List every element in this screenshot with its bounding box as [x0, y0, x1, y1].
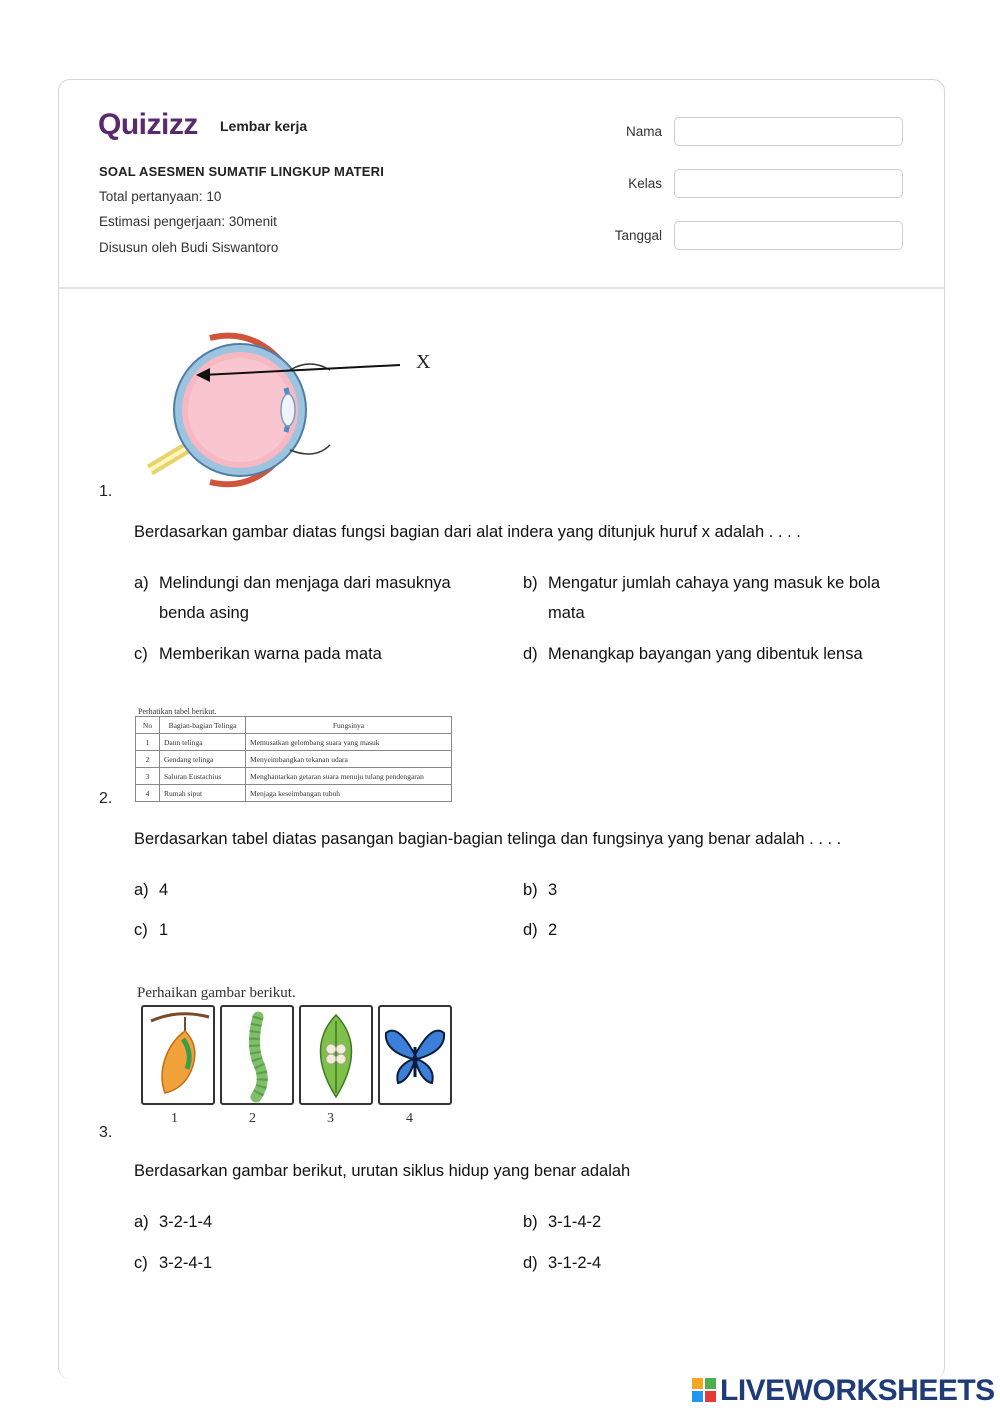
option-letter: a) — [134, 881, 149, 899]
table-cell: Menghantarkan getaran suara menuju tulang pendengaran — [246, 768, 452, 785]
stage-image-4 — [378, 1005, 452, 1105]
option-text: 4 — [159, 881, 169, 899]
q2-table-caption: Perhatikan tabel berikut. — [138, 707, 217, 716]
name-label: Nama — [625, 124, 662, 139]
brand-text: LIVEWORKSHEETS — [720, 1374, 995, 1407]
option-letter: a) — [134, 1213, 149, 1231]
header-divider — [58, 287, 945, 289]
stage-number-2: 2 — [249, 1111, 256, 1126]
quiz-title: SOAL ASESMEN SUMATIF LINGKUP MATERI — [99, 164, 385, 179]
stage-number-4: 4 — [406, 1111, 413, 1126]
quizizz-logo: Quizizz — [98, 108, 198, 141]
stage-number-1: 1 — [171, 1111, 178, 1126]
class-input[interactable] — [674, 169, 903, 198]
table-header: Bagian-bagian Telinga — [160, 717, 246, 734]
option-text: 3-2-1-4 — [159, 1213, 213, 1231]
question-text-3: Berdasarkan gambar berikut, urutan siklus hidup yang benar adalah — [134, 1162, 631, 1180]
stage-image-1 — [141, 1005, 215, 1105]
x-marker-label: X — [416, 351, 431, 373]
q2-option-b[interactable] — [523, 875, 873, 905]
table-cell: 1 — [136, 734, 160, 751]
option-text: 1 — [159, 921, 169, 939]
ear-parts-table — [135, 716, 452, 802]
option-text: 3 — [548, 881, 558, 899]
option-text: Melindungi dan menjaga dari masuknya benda asing — [159, 574, 451, 622]
q3-option-b[interactable] — [523, 1207, 873, 1237]
question-number-1: 1. — [99, 483, 113, 500]
question-text-2: Berdasarkan tabel diatas pasangan bagian-bagian telinga dan fungsinya yang benar adalah . . . . — [134, 830, 842, 848]
option-text: 3-1-2-4 — [548, 1254, 602, 1272]
table-cell: 4 — [136, 785, 160, 802]
table-row — [136, 734, 452, 751]
table-cell: Menyeimbangkan tekanan udara — [246, 751, 452, 768]
option-letter: d) — [523, 1254, 538, 1272]
stage-image-2 — [220, 1005, 294, 1105]
q3-option-c[interactable] — [134, 1248, 484, 1278]
q2-option-d[interactable] — [523, 915, 873, 945]
q3-option-a[interactable] — [134, 1207, 484, 1237]
option-text: 2 — [548, 921, 558, 939]
table-cell: 2 — [136, 751, 160, 768]
table-cell: Daun telinga — [160, 734, 246, 751]
q3-image-caption: Perhaikan gambar berikut. — [137, 985, 296, 1001]
option-text: Menangkap bayangan yang dibentuk lensa — [548, 645, 863, 663]
question-number-2: 2. — [99, 790, 113, 807]
option-text: 3-2-4-1 — [159, 1254, 213, 1272]
liveworksheets-logo[interactable] — [692, 1374, 995, 1408]
table-row — [136, 785, 452, 802]
q2-option-a[interactable] — [134, 875, 484, 905]
table-cell: Saluran Eustachius — [160, 768, 246, 785]
q3-option-d[interactable] — [523, 1248, 873, 1278]
eye-diagram — [140, 330, 440, 490]
q1-option-c[interactable] — [134, 639, 484, 669]
table-cell: Memusatkan gelombang suara yang masuk — [246, 734, 452, 751]
option-letter: b) — [523, 1213, 538, 1231]
option-letter: b) — [523, 881, 538, 899]
chrysalis-icon — [143, 1007, 213, 1103]
q1-option-b[interactable] — [523, 568, 913, 628]
option-letter: d) — [523, 645, 538, 663]
option-text: Mengatur jumlah cahaya yang masuk ke bola mata — [548, 574, 881, 622]
q1-option-a[interactable] — [134, 568, 484, 628]
question-text-1: Berdasarkan gambar diatas fungsi bagian dari alat indera yang ditunjuk huruf x adalah . . . . — [134, 523, 801, 541]
option-text: Memberikan warna pada mata — [159, 645, 382, 663]
table-header: Fungsinya — [246, 717, 452, 734]
date-label: Tanggal — [614, 228, 662, 243]
caterpillar-icon — [222, 1007, 292, 1103]
name-input[interactable] — [674, 117, 903, 146]
option-letter: c) — [134, 645, 148, 663]
option-letter: b) — [523, 574, 538, 592]
butterfly-icon — [380, 1007, 450, 1103]
option-letter: d) — [523, 921, 538, 939]
time-estimate: Estimasi pengerjaan: 30menit — [99, 214, 277, 229]
leaf-eggs-icon — [301, 1007, 371, 1103]
table-cell: 3 — [136, 768, 160, 785]
q2-option-c[interactable] — [134, 915, 484, 945]
question-number-3: 3. — [99, 1124, 113, 1141]
stage-image-3 — [299, 1005, 373, 1105]
table-row — [136, 751, 452, 768]
table-cell: Rumah siput — [160, 785, 246, 802]
option-letter: c) — [134, 1254, 148, 1272]
table-cell: Gendang telinga — [160, 751, 246, 768]
class-label: Kelas — [628, 176, 662, 191]
author: Disusun oleh Budi Siswantoro — [99, 240, 279, 255]
option-letter: c) — [134, 921, 148, 939]
stage-number-3: 3 — [327, 1111, 334, 1126]
table-cell: Menjaga keseimbangan tubuh — [246, 785, 452, 802]
table-row — [136, 768, 452, 785]
total-questions: Total pertanyaan: 10 — [99, 189, 222, 204]
table-header-row — [136, 717, 452, 734]
q1-option-d[interactable] — [523, 639, 913, 669]
table-header: No — [136, 717, 160, 734]
liveworksheets-mark-icon — [692, 1378, 716, 1402]
option-letter: a) — [134, 574, 149, 592]
option-text: 3-1-4-2 — [548, 1213, 602, 1231]
sheet-label: Lembar kerja — [220, 118, 308, 134]
date-input[interactable] — [674, 221, 903, 250]
